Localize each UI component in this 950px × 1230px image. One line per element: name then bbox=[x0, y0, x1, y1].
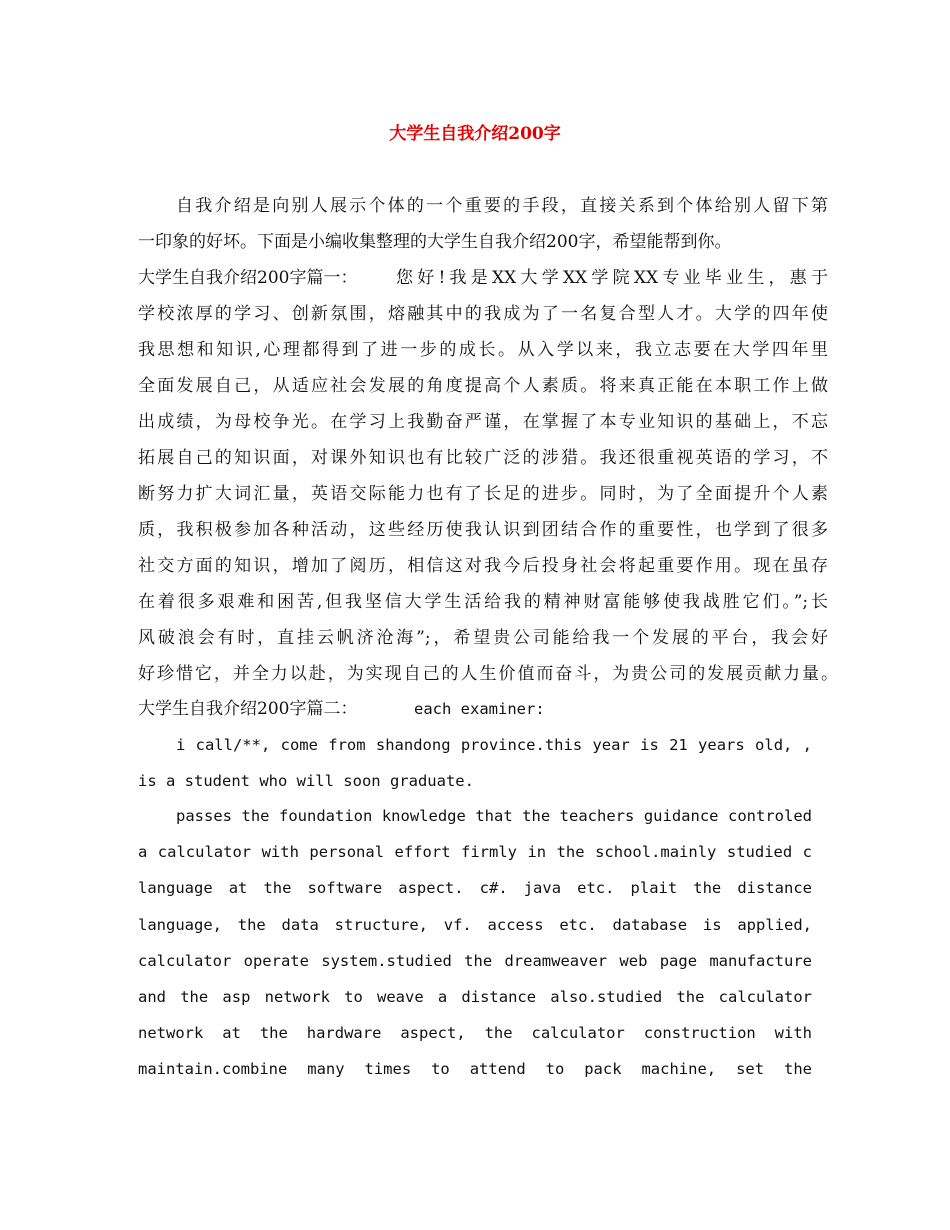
part1-line: 在着很多艰难和困苦,但我坚信大学生活给我的精神财富能够使我战胜它们。”;长 bbox=[138, 592, 828, 612]
part2-first-line: each examiner: bbox=[414, 700, 545, 718]
part2-para1-line: i call/**, come from shandong province.this year is 21 years old, , bbox=[176, 736, 812, 754]
part2-para2-line: language at the software aspect. c#. java etc. plait the distance bbox=[138, 879, 812, 898]
part2-para2-line: maintain.combine many times to attend to pack machine, set the bbox=[138, 1060, 812, 1079]
part2-para2-line: a calculator with personal effort firmly in the school.mainly studied c bbox=[138, 843, 812, 862]
part1-line: 学校浓厚的学习、创新氛围，熔融其中的我成为了一名复合型人才。大学的四年使 bbox=[138, 304, 828, 324]
part1-line: 好珍惜它，并全力以赴，为实现自己的人生价值而奋斗，为贵公司的发展贡献力量。 bbox=[138, 664, 838, 684]
part2-para2-line: network at the hardware aspect, the calculator construction with bbox=[138, 1024, 812, 1043]
part1-line: 拓展自己的知识面，对课外知识也有比较广泛的涉猎。我还很重视英语的学习，不 bbox=[138, 448, 828, 468]
part2-para2-line: and the asp network to weave a distance also.studied the calculator bbox=[138, 988, 812, 1006]
intro-line: 自我介绍是向别人展示个体的一个重要的手段，直接关系到个体给别人留下第 bbox=[176, 196, 828, 216]
part1-line: 断努力扩大词汇量，英语交际能力也有了长足的进步。同时，为了全面提升个人素 bbox=[138, 484, 828, 504]
document-title: 大学生自我介绍200字 bbox=[389, 124, 561, 144]
intro-line: 一印象的好坏。下面是小编收集整理的大学生自我介绍200字，希望能帮到你。 bbox=[138, 232, 732, 252]
part1-line: 风破浪会有时，直挂云帆济沧海”;，希望贵公司能给我一个发展的平台，我会好 bbox=[138, 628, 828, 648]
part1-line: 出成绩，为母校争光。在学习上我勤奋严谨，在掌握了本专业知识的基础上，不忘 bbox=[138, 412, 828, 432]
part2-para2-line: passes the foundation knowledge that the teachers guidance controled bbox=[176, 807, 812, 825]
part1-line: 全面发展自己，从适应社会发展的角度提高个人素质。将来真正能在本职工作上做 bbox=[138, 376, 828, 396]
part2-para2-line: calculator operate system.studied the dreamweaver web page manufacture bbox=[138, 951, 812, 970]
part1-first-line: 您好!我是XX大学XX学院XX专业毕业生，惠于 bbox=[396, 268, 828, 288]
part1-heading: 大学生自我介绍200字篇一： bbox=[138, 268, 358, 288]
part1-line: 质，我积极参加各种活动，这些经历使我认识到团结合作的重要性，也学到了很多 bbox=[138, 520, 828, 540]
part2-heading: 大学生自我介绍200字篇二： bbox=[138, 699, 358, 719]
part1-line: 我思想和知识,心理都得到了进一步的成长。从入学以来，我立志要在大学四年里 bbox=[138, 340, 828, 360]
part1-line: 社交方面的知识，增加了阅历，相信这对我今后投身社会将起重要作用。现在虽存 bbox=[138, 556, 828, 576]
part2-para2-line: language, the data structure, vf. access etc. database is applied, bbox=[138, 915, 812, 934]
part2-para1-line: is a student who will soon graduate. bbox=[138, 772, 474, 790]
